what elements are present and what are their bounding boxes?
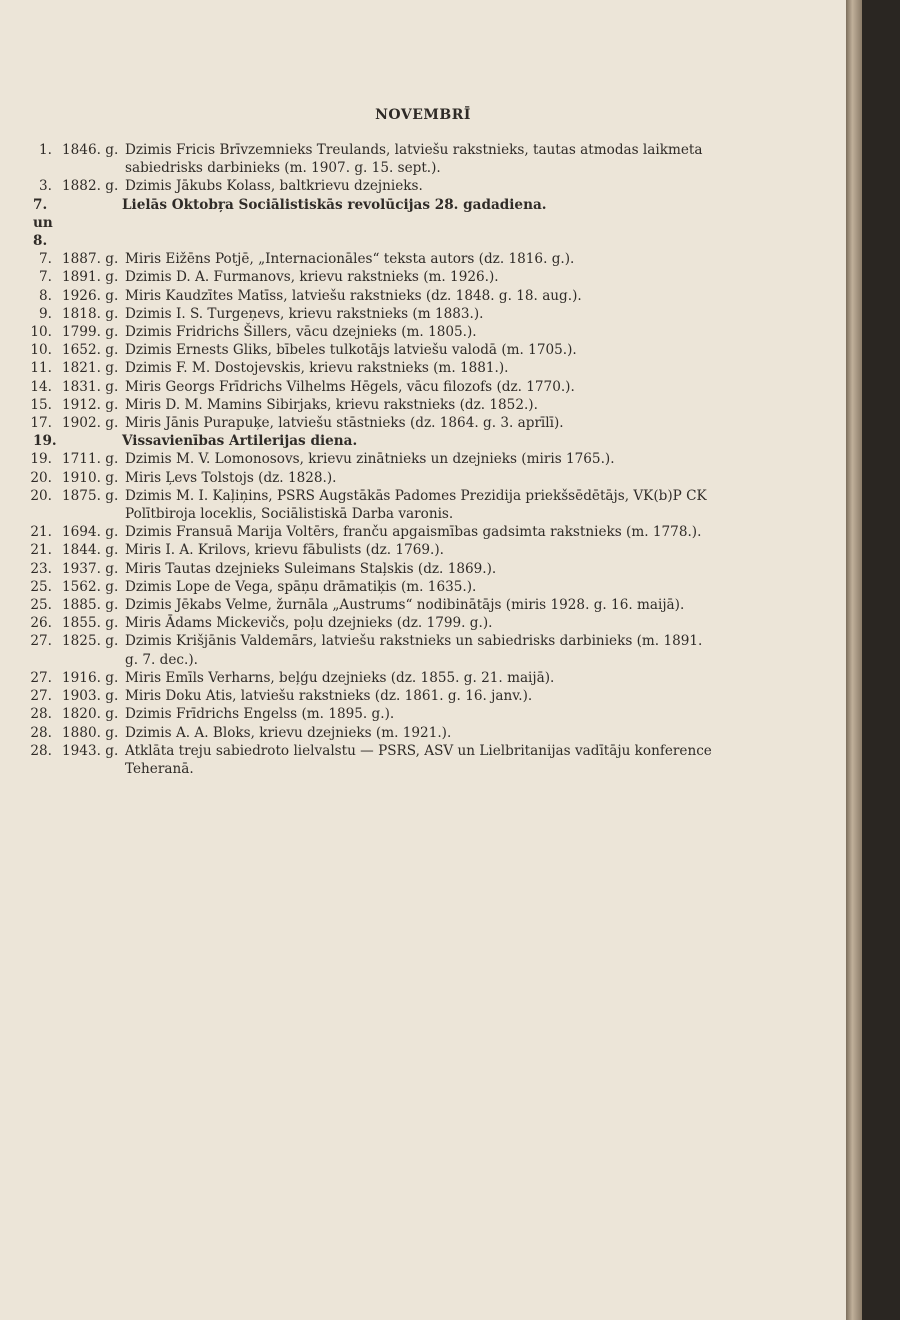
entry-day: 8. — [39, 287, 52, 304]
entry-year: 1943. g. — [62, 742, 119, 759]
calendar-entry — [14, 560, 714, 578]
entry-text: Miris Ļevs Tolstojs (dz. 1828.). — [125, 469, 337, 486]
calendar-entries — [14, 141, 714, 778]
entry-text: Dzimis Ernests Gliks, bībeles tulkotājs latviešu valodā (m. 1705.). — [125, 342, 577, 359]
entry-year: 1694. g. — [62, 524, 119, 541]
entry-text: Miris Eižēns Potjē, „Internacionāles“ teksta autors (dz. 1816. g.). — [125, 251, 575, 268]
calendar-entry — [14, 669, 714, 687]
calendar-entry — [14, 705, 714, 723]
entry-text: Dzimis A. A. Bloks, krievu dzejnieks (m. 1921.). — [125, 724, 452, 741]
entry-year: 1844. g. — [62, 542, 119, 559]
entry-year: 1910. g. — [62, 469, 119, 486]
page-heading: NOVEMBRĪ — [375, 107, 471, 123]
entry-year: 1903. g. — [62, 688, 119, 705]
entry-day: 27. — [30, 688, 52, 705]
entry-day: 11. — [30, 360, 52, 377]
entry-day: 7. — [39, 269, 52, 286]
calendar-entry — [14, 450, 714, 468]
calendar-entry — [14, 432, 714, 450]
entry-text: Vissavienības Artilerijas diena. — [122, 433, 358, 450]
page-edge — [846, 0, 862, 1320]
entry-year: 1926. g. — [62, 287, 119, 304]
entry-day: 15. — [30, 396, 52, 413]
entry-day: 7. — [39, 251, 52, 268]
entry-day: 28. — [30, 706, 52, 723]
entry-text: Atklāta treju sabiedroto lielvalstu — PSRS, ASV un Lielbritanijas vadītāju konference Teheranā. — [125, 742, 712, 777]
entry-text: Dzimis Fransuā Marija Voltērs, franču apgaismības gadsimta rakstnieks (m. 1778.). — [125, 524, 702, 541]
calendar-entry — [14, 687, 714, 705]
entry-day: 3. — [39, 178, 52, 195]
entry-text: Miris Doku Atis, latviešu rakstnieks (dz. 1861. g. 16. janv.). — [125, 688, 533, 705]
entry-day: 21. — [30, 542, 52, 559]
entry-text: Miris I. A. Krilovs, krievu fābulists (dz. 1769.). — [125, 542, 444, 559]
entry-text: Dzimis M. V. Lomonosovs, krievu zinātnieks un dzejnieks (miris 1765.). — [125, 451, 615, 468]
entry-day: 28. — [30, 724, 52, 741]
entry-text: Miris D. M. Mamins Sibirjaks, krievu rakstnieks (dz. 1852.). — [125, 396, 538, 413]
calendar-entry — [14, 469, 714, 487]
entry-year: 1885. g. — [62, 597, 119, 614]
calendar-entry — [14, 541, 714, 559]
entry-year: 1825. g. — [62, 633, 119, 650]
entry-text: Dzimis Fridrichs Šillers, vācu dzejnieks (m. 1805.). — [125, 324, 477, 341]
entry-text: Dzimis Krišjānis Valdemārs, latviešu rakstnieks un sabiedrisks darbinieks (m. 1891. g. 7. dec.). — [125, 633, 703, 668]
calendar-entry — [14, 632, 714, 668]
calendar-entry — [14, 305, 714, 323]
entry-day: 19. — [30, 451, 52, 468]
entry-text: Miris Georgs Frīdrichs Vilhelms Hēgels, vācu filozofs (dz. 1770.). — [125, 378, 575, 395]
entry-day: 27. — [30, 669, 52, 686]
entry-text: Dzimis F. M. Dostojevskis, krievu rakstnieks (m. 1881.). — [125, 360, 509, 377]
entry-day: 10. — [30, 324, 52, 341]
entry-text: Dzimis Jēkabs Velme, žurnāla „Austrums“ nodibinātājs (miris 1928. g. 16. maijā). — [125, 597, 685, 614]
entry-day: 7. un 8. — [33, 196, 53, 250]
entry-text: Dzimis M. I. Kaļiņins, PSRS Augstākās Padomes Prezidija priekšsēdētājs, VK(b)P CK Polītbiroja loceklis, Sociālistiskā Darba varonis. — [125, 487, 707, 523]
calendar-entry — [14, 177, 714, 195]
calendar-entry — [14, 141, 714, 177]
entry-year: 1711. g. — [62, 451, 119, 468]
entry-text: Dzimis Frīdrichs Engelss (m. 1895. g.). — [125, 706, 395, 723]
entry-text: Miris Emīls Verharns, beļģu dzejnieks (dz. 1855. g. 21. maijā). — [125, 669, 555, 686]
entry-text: Dzimis I. S. Turgeņevs, krievu rakstnieks (m 1883.). — [125, 305, 484, 322]
entry-day: 26. — [30, 615, 52, 632]
entry-year: 1821. g. — [62, 360, 119, 377]
entry-day: 19. — [33, 433, 57, 450]
calendar-entry — [14, 742, 714, 778]
entry-day: 1. — [39, 142, 52, 158]
entry-year: 1846. g. — [62, 142, 119, 158]
entry-year: 1887. g. — [62, 251, 119, 268]
entry-day: 20. — [30, 487, 52, 504]
calendar-entry — [14, 396, 714, 414]
entry-year: 1799. g. — [62, 324, 119, 341]
calendar-entry — [14, 323, 714, 341]
entry-year: 1912. g. — [62, 396, 119, 413]
calendar-entry — [14, 724, 714, 742]
calendar-entry — [14, 596, 714, 614]
calendar-entry — [14, 378, 714, 396]
entry-day: 25. — [30, 597, 52, 614]
entry-year: 1891. g. — [62, 269, 119, 286]
entry-day: 17. — [30, 415, 52, 432]
entry-text: Miris Kaudzītes Matīss, latviešu rakstnieks (dz. 1848. g. 18. aug.). — [125, 287, 582, 304]
entry-year: 1902. g. — [62, 415, 119, 432]
entry-day: 21. — [30, 524, 52, 541]
entry-text: Miris Tautas dzejnieks Suleimans Staļskis (dz. 1869.). — [125, 560, 497, 577]
entry-day: 14. — [30, 378, 52, 395]
entry-day: 25. — [30, 578, 52, 595]
calendar-entry — [14, 359, 714, 377]
entry-text: Dzimis D. A. Furmanovs, krievu rakstnieks (m. 1926.). — [125, 269, 499, 286]
calendar-entry — [14, 487, 714, 523]
entry-text: Dzimis Fricis Brīvzemnieks Treulands, latviešu rakstnieks, tautas atmodas laikmeta sabiedrisks darbinieks (m. 1907. g. 15. sept.). — [125, 142, 703, 177]
entry-year — [49, 196, 122, 251]
calendar-entry — [14, 287, 714, 305]
entry-text: Dzimis Jākubs Kolass, baltkrievu dzejnieks. — [125, 178, 423, 195]
entry-year: 1916. g. — [62, 669, 119, 686]
entry-year: 1880. g. — [62, 724, 119, 741]
calendar-entry — [14, 578, 714, 596]
calendar-entry — [14, 414, 714, 432]
entry-text: Lielās Oktobŗa Sociālistiskās revolūcijas 28. gadadiena. — [122, 196, 547, 213]
entry-year: 1882. g. — [62, 178, 119, 195]
entry-day: 20. — [30, 469, 52, 486]
entry-year: 1937. g. — [62, 560, 119, 577]
entry-text: Miris Jānis Purapuķe, latviešu stāstnieks (dz. 1864. g. 3. aprīlī). — [125, 415, 564, 432]
calendar-entry — [14, 523, 714, 541]
entry-year — [49, 432, 122, 450]
entry-year: 1652. g. — [62, 342, 119, 359]
entry-year: 1831. g. — [62, 378, 119, 395]
entry-year: 1818. g. — [62, 305, 119, 322]
entry-day: 27. — [30, 633, 52, 650]
calendar-entry — [14, 196, 714, 251]
calendar-entry — [14, 268, 714, 286]
entry-day: 23. — [30, 560, 52, 577]
entry-day: 10. — [30, 342, 52, 359]
entry-text: Miris Ādams Mickevičs, poļu dzejnieks (dz. 1799. g.). — [125, 615, 493, 632]
entry-text: Dzimis Lope de Vega, spāņu drāmatiķis (m. 1635.). — [125, 578, 477, 595]
entry-day: 28. — [30, 742, 52, 759]
entry-year: 1875. g. — [62, 487, 119, 504]
entry-year: 1562. g. — [62, 578, 119, 595]
calendar-entry — [14, 614, 714, 632]
calendar-entry — [14, 250, 714, 268]
entry-year: 1855. g. — [62, 615, 119, 632]
entry-year: 1820. g. — [62, 706, 119, 723]
entry-day: 9. — [39, 305, 52, 322]
calendar-entry — [14, 341, 714, 359]
